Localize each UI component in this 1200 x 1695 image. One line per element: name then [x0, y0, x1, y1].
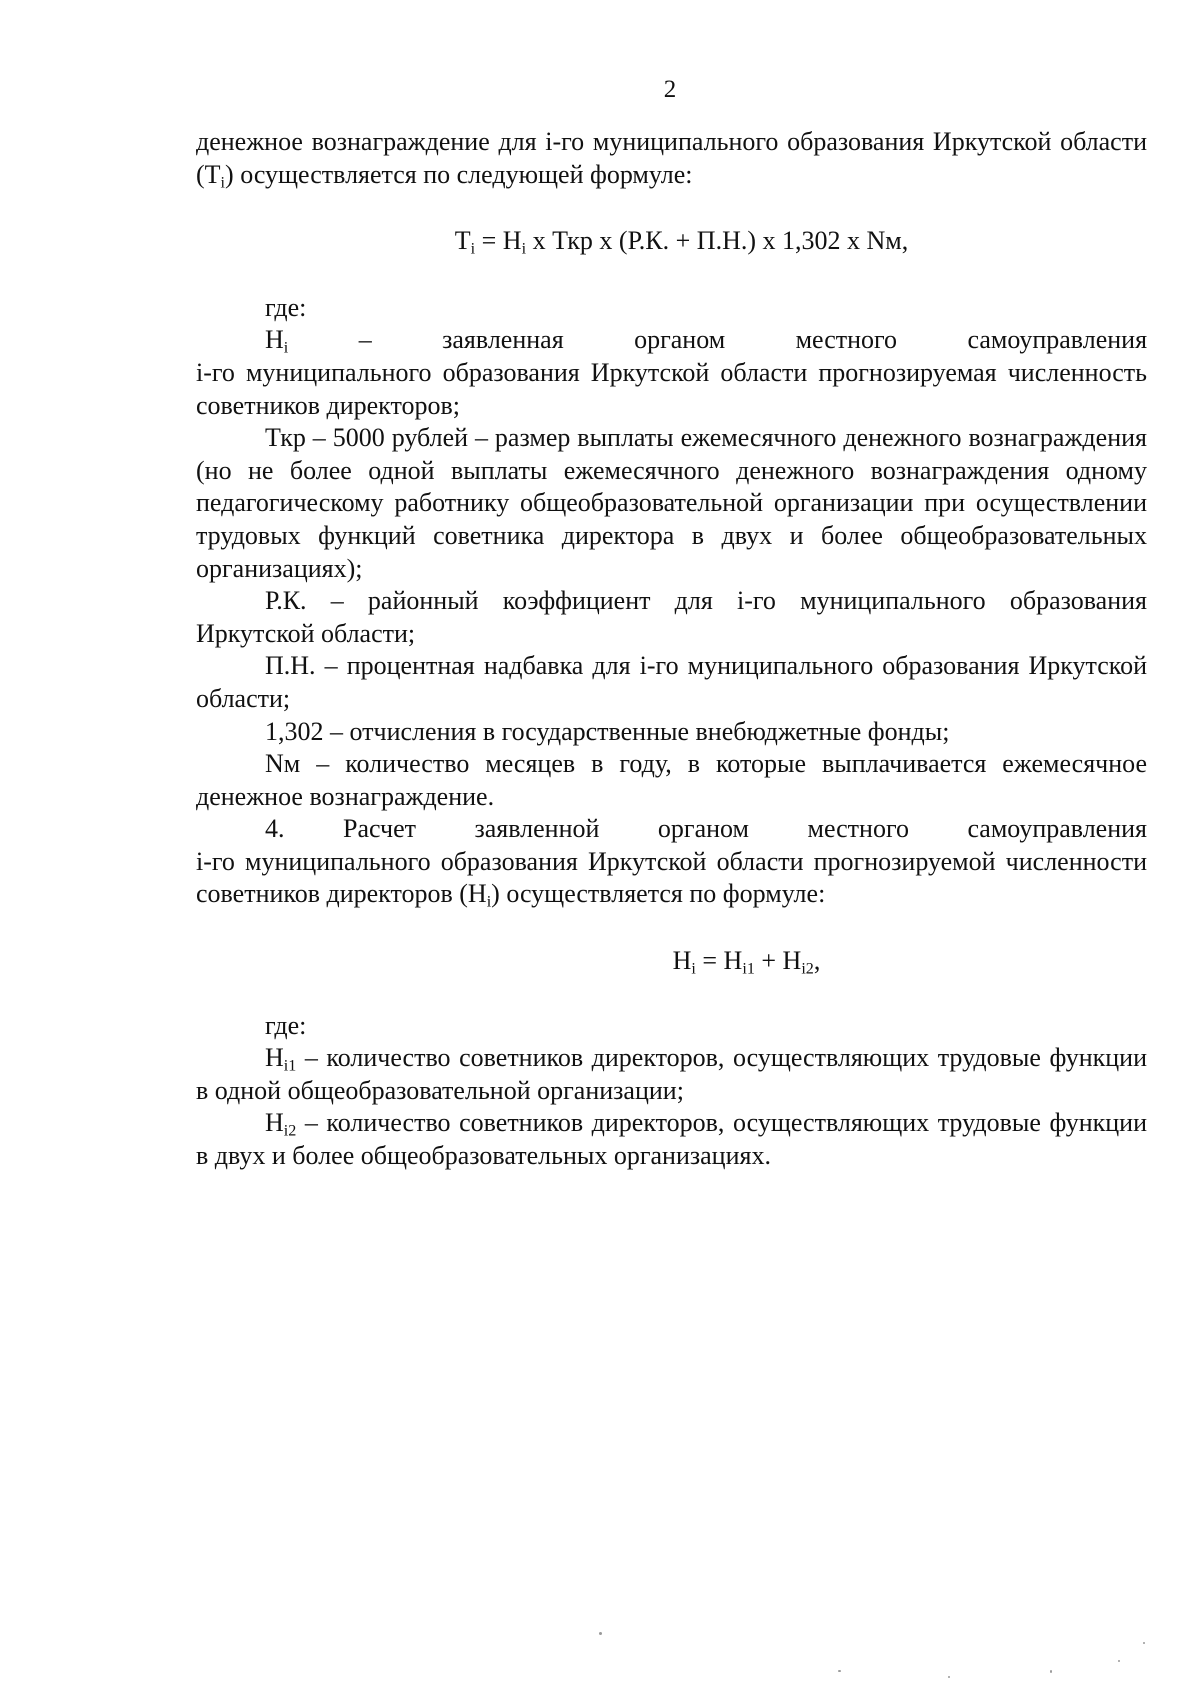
- item-text-end: ) осуществляется по формуле:: [491, 879, 826, 909]
- formula-part: ,: [813, 946, 821, 976]
- hi-definition-rest: i-го муниципального образования Иркутской области прогнозируемая численность советников директоров;: [196, 357, 1147, 420]
- word: органом: [657, 814, 749, 844]
- dash: –: [358, 325, 372, 355]
- nm-definition: Nм – количество месяцев в году, в которые выплачивается ежемесячное денежное вознаграждение.: [196, 749, 1147, 811]
- document-body: [196, 126, 1147, 1173]
- word: Расчет: [342, 814, 416, 844]
- definition-text: – количество советников директоров, осуществляющих трудовые функции в двух и более общеобразовательных организациях.: [196, 1108, 1147, 1171]
- subscript: i: [521, 240, 527, 258]
- item-text: i-го муниципального образования Иркутской области прогнозируемой численности советников директоров (Н: [196, 846, 1147, 909]
- word: самоуправления: [967, 325, 1148, 355]
- formula-symbol: Н: [672, 946, 692, 976]
- variable-symbol: Н: [265, 1043, 284, 1073]
- intro-text-end: ) осуществляется по следующей формуле:: [225, 159, 693, 189]
- formula-part: = Н: [475, 226, 522, 256]
- hi2-definition: [196, 1107, 1147, 1172]
- formula-part: + Н: [754, 946, 802, 976]
- scan-speck: [1143, 1642, 1145, 1644]
- item-4-rest: [196, 846, 1147, 911]
- item-4-line1: [196, 813, 1147, 846]
- item-number: 4.: [265, 814, 285, 844]
- formula-ti: [196, 225, 1147, 258]
- word: органом: [634, 325, 726, 355]
- word: самоуправления: [967, 814, 1148, 844]
- word: заявленной: [474, 814, 600, 844]
- tkr-definition: Ткр – 5000 рублей – размер выплаты ежемесячного денежного вознаграждения (но не более одной выплаты ежемесячного денежного вознаграждения одному педагогическому работнику общеобразовательной организации при осуществлении трудовых функций советника директора в двух и более общеобразовательных организациях);: [196, 423, 1147, 583]
- word: местного: [795, 325, 898, 355]
- scan-speck: [599, 1632, 602, 1635]
- intro-text: денежное вознаграждение для i-го муниципального образования Иркутской области (T: [196, 127, 1147, 189]
- formula-part: x Ткр x (Р.К. + П.Н.) x 1,302 x Nм,: [526, 226, 909, 256]
- hi-definition-line1: [196, 324, 1147, 357]
- coefficient-definition: 1,302 – отчисления в государственные внебюджетные фонды;: [265, 716, 950, 746]
- formula-hi: [196, 945, 1147, 978]
- subscript: i1: [742, 960, 755, 978]
- formula-part: = Н: [695, 946, 743, 976]
- subscript: i: [283, 339, 289, 357]
- hi1-definition: [196, 1042, 1147, 1107]
- variable-symbol: Н: [265, 1108, 284, 1138]
- subscript: i: [470, 240, 476, 258]
- word: заявленная: [442, 325, 564, 355]
- formula-symbol: T: [454, 226, 471, 256]
- page-number: 2: [663, 76, 677, 103]
- subscript: i: [486, 893, 492, 911]
- subscript: i1: [283, 1057, 297, 1075]
- subscript: i: [691, 960, 696, 978]
- scan-speck: [1118, 1660, 1120, 1662]
- subscript: i2: [283, 1122, 297, 1140]
- scan-speck: [838, 1670, 841, 1672]
- pn-definition: П.Н. – процентная надбавка для i-го муниципального образования Иркутской области;: [196, 651, 1147, 713]
- subscript: i: [220, 174, 226, 192]
- where-label-2: где:: [265, 1010, 307, 1040]
- rk-definition: Р.К. – районный коэффициент для i-го муниципального образования Иркутской области;: [196, 586, 1147, 648]
- scan-speck: [1050, 1670, 1052, 1673]
- variable-symbol: Н: [265, 325, 284, 355]
- intro-paragraph: [196, 126, 1147, 191]
- where-label: где:: [265, 292, 307, 322]
- subscript: i2: [801, 960, 814, 978]
- definition-text: – количество советников директоров, осуществляющих трудовые функции в одной общеобразовательной организации;: [196, 1043, 1147, 1105]
- word: местного: [807, 814, 909, 844]
- scan-speck: [948, 1676, 950, 1678]
